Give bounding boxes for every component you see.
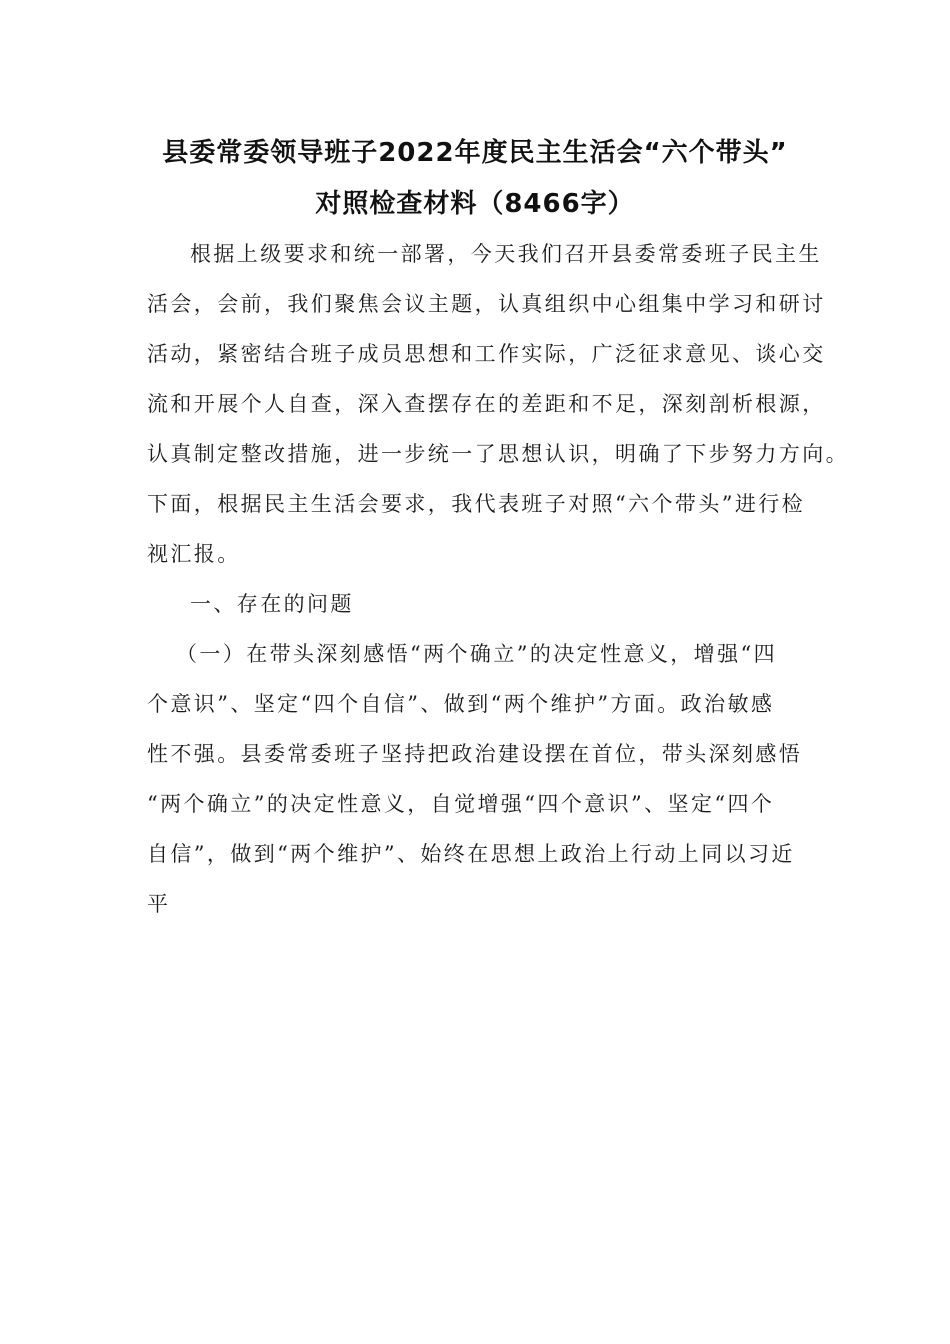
document-title-line-2: 对照检查材料（8466字） [315,189,635,219]
body-text-line: 活动，紧密结合班子成员思想和工作实际，广泛征求意见、谈心交 [147,342,826,366]
body-text-line: 自信”，做到“两个维护”、始终在思想上政治上行动上同以习近 [147,842,795,866]
body-text-line: 个意识”、坚定“四个自信”、做到“两个维护”方面。政治敏感 [147,692,775,716]
document-title-line-1: 县委常委领导班子2022年度民主生活会“六个带头” [162,138,788,168]
body-text-line: “两个确立”的决定性意义，自觉增强“四个意识”、坚定“四个 [147,792,775,816]
section-heading: 一、存在的问题 [190,592,354,616]
body-text-line: 视汇报。 [147,542,241,566]
body-text-line: 性不强。县委常委班子坚持把政治建设摆在首位，带头深刻感悟 [147,742,803,766]
body-text-line: 流和开展个人自查，深入查摆存在的差距和不足，深刻剖析根源， [147,392,826,416]
body-text-line: 根据上级要求和统一部署，今天我们召开县委常委班子民主生 [190,242,822,266]
body-text-line: 活会，会前，我们聚焦会议主题，认真组织中心组集中学习和研讨 [147,292,826,316]
body-text-line: 平 [147,892,171,916]
subsection-paragraph-line: （一）在带头深刻感悟“两个确立”的决定性意义，增强“四 [176,642,778,666]
body-text-line: 下面，根据民主生活会要求，我代表班子对照“六个带头”进行检 [147,492,806,516]
body-text-line: 认真制定整改措施，进一步统一了思想认识，明确了下步努力方向。 [147,442,849,466]
